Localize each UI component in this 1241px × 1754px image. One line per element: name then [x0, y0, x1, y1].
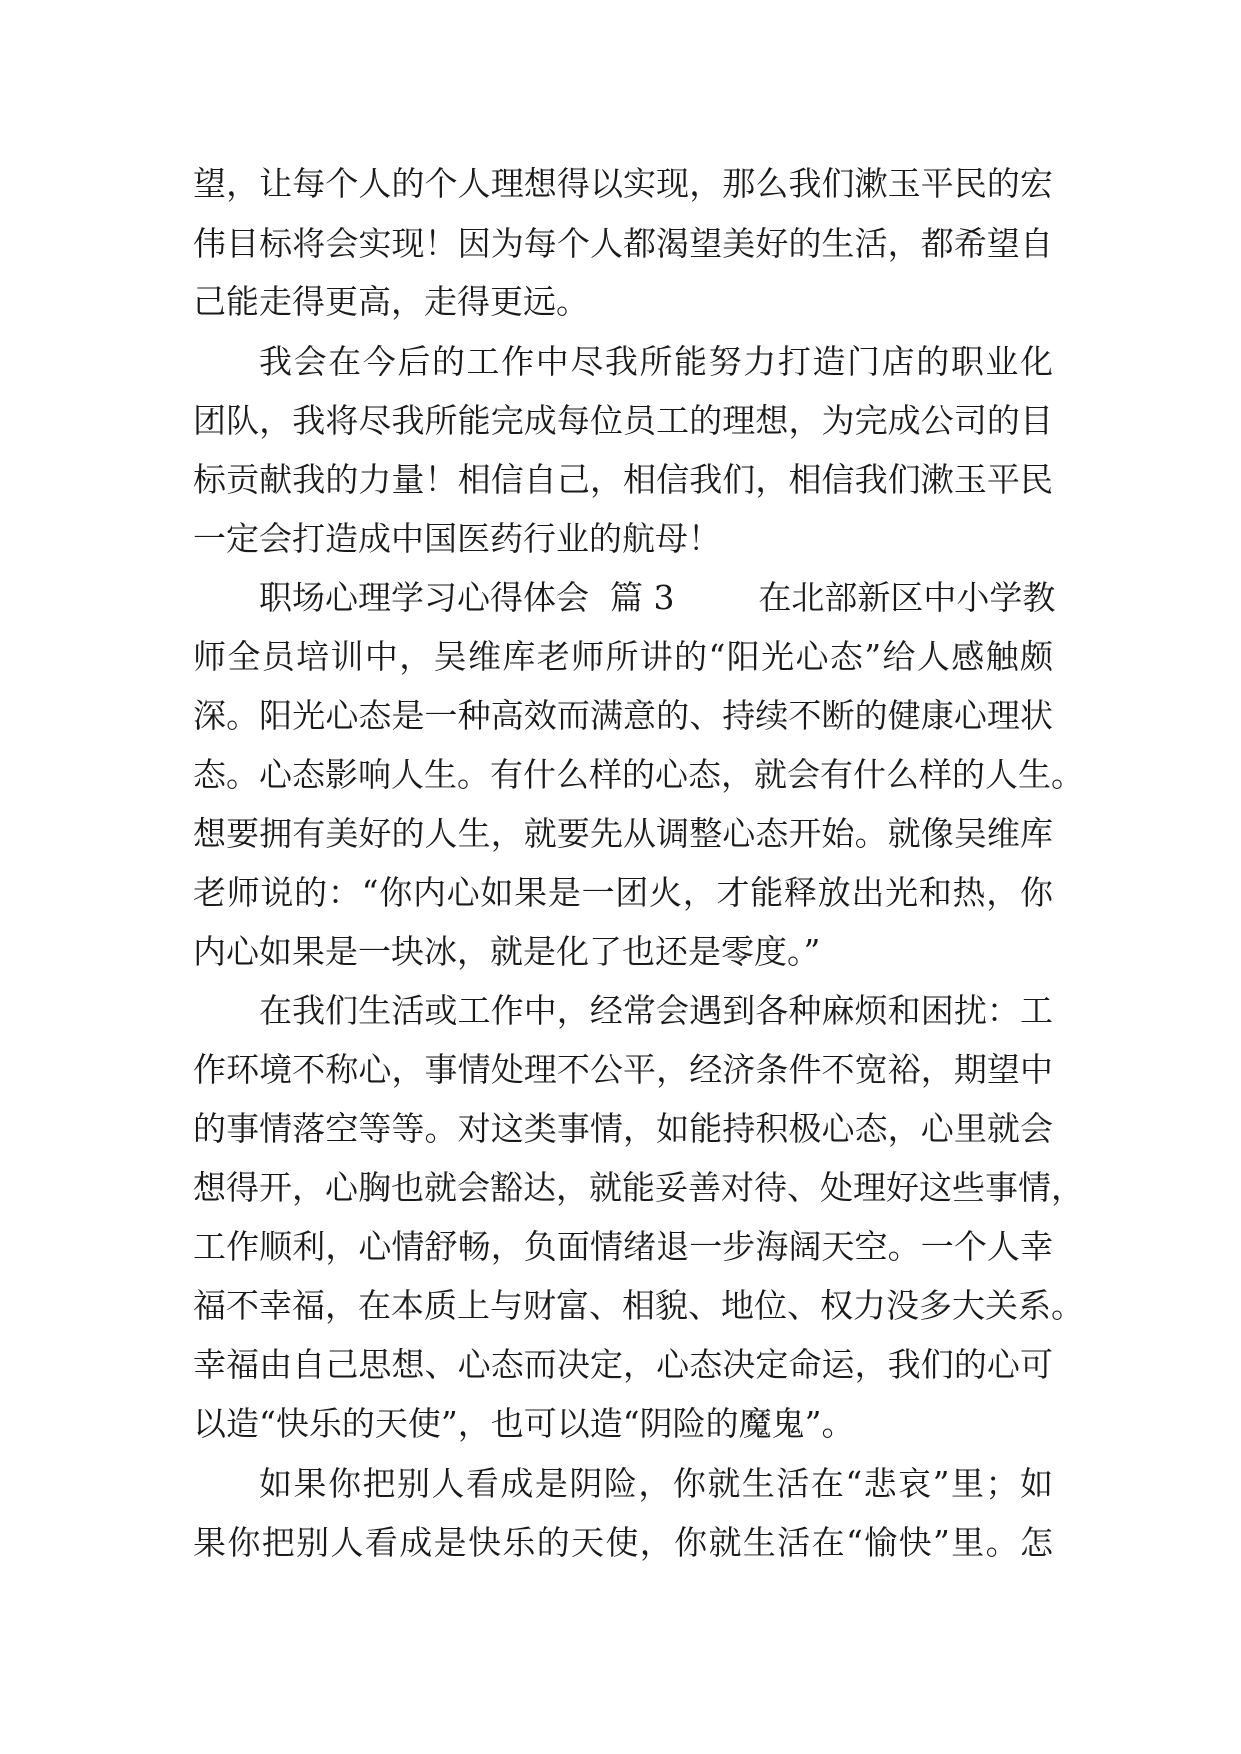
- paragraph-start-line: 如果你把别人看成是阴险，你就生活在“悲哀”里；如: [259, 1464, 1053, 1503]
- text-line: 想要拥有美好的人生，就要先从调整心态开始。就像吴维库: [193, 814, 1053, 853]
- text-line: 果你把别人看成是快乐的天使，你就生活在“愉快”里。怎: [193, 1523, 1053, 1562]
- text-line: 以造“快乐的天使”，也可以造“阴险的魔鬼”。: [193, 1404, 855, 1443]
- paragraph-start-line: 在我们生活或工作中，经常会遇到各种麻烦和困扰：工: [259, 991, 1053, 1030]
- text-line: 幸福由自己思想、心态而决定，心态决定命运，我们的心可: [193, 1345, 1053, 1384]
- text-line: 的事情落空等等。对这类事情，如能持积极心态，心里就会: [193, 1109, 1053, 1148]
- text-line: 己能走得更高，走得更远。: [193, 282, 589, 321]
- text-line: 团队，我将尽我所能完成每位员工的理想，为完成公司的目: [193, 401, 1053, 440]
- text-line: 老师说的：“你内心如果是一团火，才能释放出光和热，你: [193, 873, 1053, 912]
- paragraph-start-line: 我会在今后的工作中尽我所能努力打造门店的职业化: [259, 342, 1053, 381]
- section-heading-line: 职场心理学习心得体会 篇 3 在北部新区中小学教: [259, 578, 1056, 617]
- text-line: 深。阳光心态是一种高效而满意的、持续不断的健康心理状: [193, 696, 1053, 735]
- text-line: 态。心态影响人生。有什么样的心态，就会有什么样的人生。: [193, 755, 1084, 794]
- text-line: 标贡献我的力量！相信自己，相信我们，相信我们漱玉平民: [193, 460, 1053, 499]
- text-line: 内心如果是一块冰，就是化了也还是零度。”: [193, 932, 821, 971]
- text-line: 望，让每个人的个人理想得以实现，那么我们漱玉平民的宏: [193, 164, 1053, 203]
- text-line: 师全员培训中，吴维库老师所讲的“阳光心态”给人感触颇: [193, 637, 1053, 676]
- text-line: 伟目标将会实现！因为每个人都渴望美好的生活，都希望自: [193, 224, 1053, 263]
- text-line: 福不幸福，在本质上与财富、相貌、地位、权力没多大关系。: [193, 1286, 1084, 1325]
- text-line: 想得开，心胸也就会豁达，就能妥善对待、处理好这些事情，: [193, 1168, 1084, 1207]
- text-line: 作环境不称心，事情处理不公平，经济条件不宽裕，期望中: [193, 1050, 1053, 1089]
- text-line: 一定会打造成中国医药行业的航母！: [193, 519, 721, 558]
- text-line: 工作顺利，心情舒畅，负面情绪退一步海阔天空。一个人幸: [193, 1227, 1053, 1266]
